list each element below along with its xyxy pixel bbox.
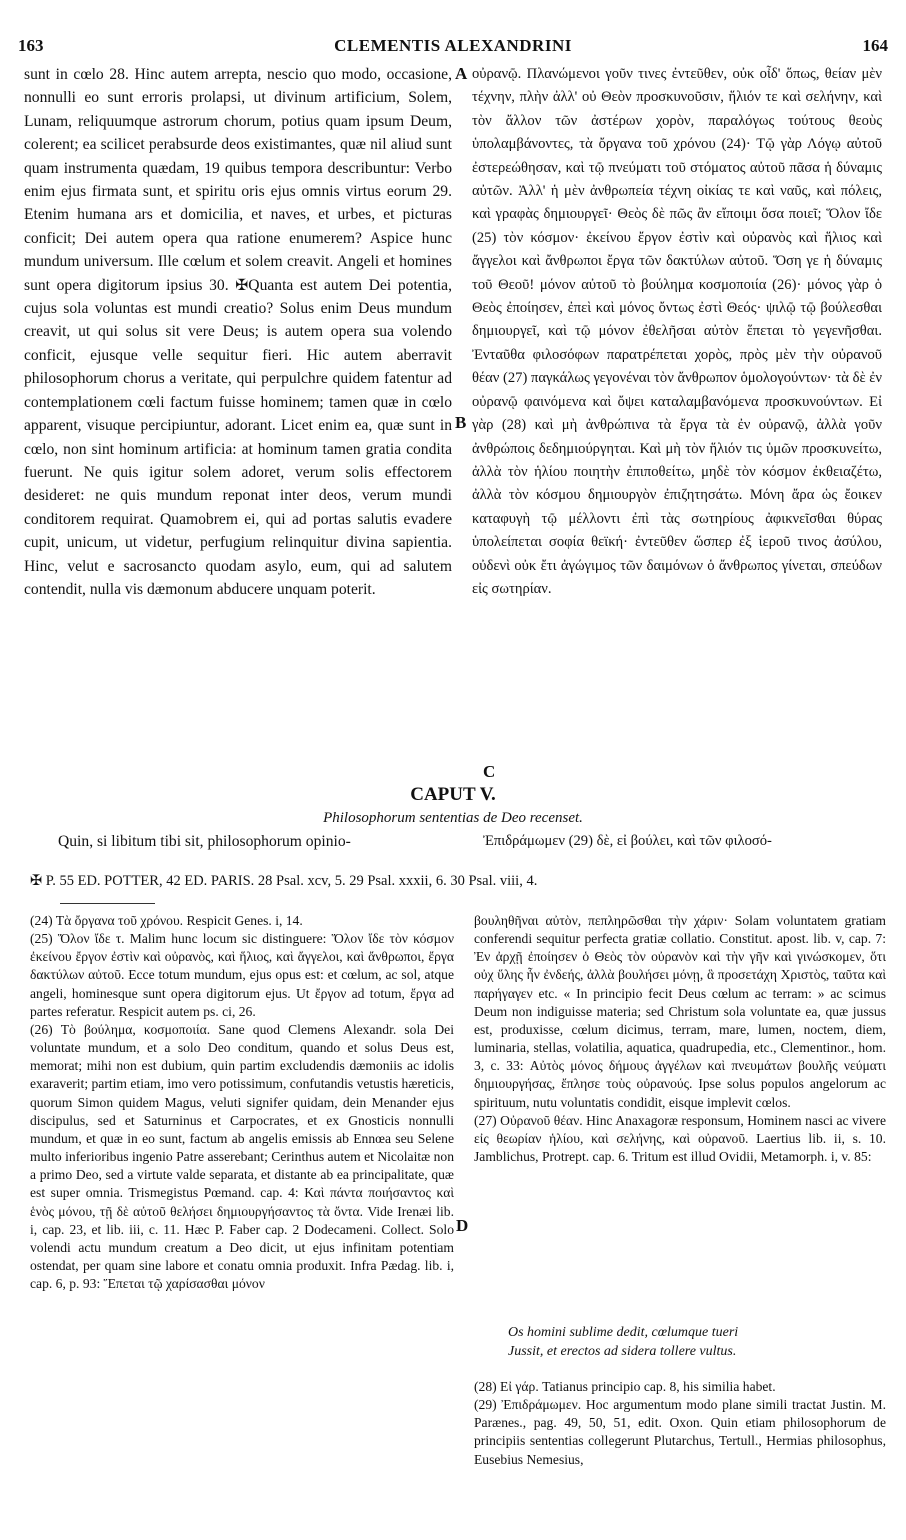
notes-right-column: βουληθῆναι αὐτὸν, πεπληρῶσθαι τὴν χάριν· Solam voluntatem gratiam conferendi sequitur perfecta gratiæ collatio. Constitut. apost. lib. v, cap. 7: Ἐν ἀρχῇ ἐποίησεν ὁ Θεὸς τὸν οὐρανὸν καὶ τὴν γῆν καὶ γινώσκομεν, ὅτι οὐχ ὕλης ἦν ἐνδεής, ἀλλὰ βουλήσει μόνῃ, ἃ προσετάχη Χριστὸς, ταῦτα καὶ παρήγαγεν etc. « In principio fecit Deus cœlum ac terram: » ac scimus Deum non indiguisse materia; sed Christum sola voluntate ea, quæ jussus est, produxisse, cœlum dicimus, terram, mare, lumen, noctem, diem, luminaria, stellas, volatilia, aquatica, quadrupedia, etc., Clementinor., hom. 3, c. 33: Αὐτὸς μόνος δήμους ἀγγέλων καὶ πνευμάτων βουλῆς νεύματι δημιουργήσας, ἔπλησε τοὺς οὐρανούς. Ipse solus populos angelorum ac spirituum, nutu voluntatis condidit, eisque implevit cœlos. (27) Οὐρανοῦ θέαν. Hinc Anaxagoræ responsum, Hominem nasci ac vivere εἰς θεωρίαν ἡλίου, καὶ σελήνης, καὶ οὐρανοῦ. Laertius lib. ii, s. 10. Jamblichus, Protrept. cap. 6. Tritum est illud Ovidii, Metamorph. i, v. 85: [474, 913, 886, 1165]
running-title: CLEMENTIS ALEXANDRINI [334, 36, 572, 55]
notes-right-column-continued: (28) Εἰ γάρ. Tatianus principio cap. 8, his similia habet. (29) Ἐπιδράμωμεν. Hoc argumentum modo plane simili tractat Justin. M. Parænes., pag. 49, 50, 51, edit. Oxon. Quin etiam philosophorum de principiis sententias collegerunt Plutarchus, Tertull., Hermias philosophus, Eusebius Nemesius, [474, 1379, 886, 1467]
ovid-quotation: Os homini sublime dedit, cœlumque tueri Jussit, et erectos ad sidera tollere vultus. [508, 1325, 739, 1359]
running-header [18, 36, 888, 58]
margin-letter-c: C [483, 762, 496, 781]
latin-main-column: sunt in cœlo 28. Hinc autem arrepta, nescio quo modo, occasione, nonnulli eo sunt erroris prolapsi, ut divinum artificium, Solem, Lunam, reliquumque astrorum chorum, potius quam ipsum Deum, colerent; ea scilicet perabsurde deos existimantes, quæ nil aliud sunt quam instrumenta quædam, 19 quibus tempora describuntur: Verbo enim ejus firmata sunt, et spiritu oris ejus omnis virtus eorum 29. Etenim humana ars et domicilia, et naves, et urbes, et picturas conficit; Dei autem opera qua ratione enumerem? Aspice hunc mundum universum. Ille cœlum et solem creavit. Angeli et homines sunt opera digitorum ipsius 30. ✠Quanta est autem Dei potentia, cujus sola voluntas est mundi creatio? Solus enim Deus mundum creavit, ut qui solus sit vere Deus; is autem opera sua volendo conficit, ejusque velle sequitur fieri. Hic autem aberravit philosophorum chorus a veritate, qui perpulchre quidem fatentur ad contemplationem cœli factum fuisse hominem; tamen quæ in cœlo apparent, visuque percipiuntur, adorant. Licet enim ea, quæ sunt in cœlo, non sint hominum artificia: at hominum tamen gratia condita fuerunt. Ne quis igitur solem adoret, verum solis effectorem desideret: ne quis mundum reponat inter deos, verum mundi conditorem requirat. Quamobrem ei, qui ad portas salutis evadere cupit, unicum, ut videtur, perfugium relinquitur divina sapientia. Hinc, velut e sacrosancto quodam asylo, eum, qui ad salutem contendit, nulla vis dæmonum abducere unquam poterit. [24, 66, 452, 598]
left-page-number: 163 [18, 36, 44, 55]
footnote-divider [60, 903, 155, 904]
margin-letter-b: B [455, 413, 467, 432]
greek-continuation-line: Ἐπιδράμωμεν (29) δὲ, εἰ βούλει, καὶ τῶν φιλοσό- [483, 833, 772, 849]
right-page-number: 164 [862, 36, 888, 55]
chapter-title: CAPUT V. [410, 784, 496, 805]
margin-letter-a: A [455, 64, 468, 83]
chapter-subtitle: Philosophorum sententias de Deo recenset. [323, 810, 583, 826]
latin-continuation-line: Quin, si libitum tibi sit, philosophorum opinio- [58, 833, 351, 850]
greek-main-column: οὐρανῷ. Πλανώμενοι γοῦν τινες ἐντεῦθεν, οὐκ οἶδ' ὅπως, θείαν μὲν τέχνην, πλὴν ἀλλ' οὐ Θεὸν προσκυνοῦσιν, ἥλιόν τε καὶ σελήνην, καὶ τὸν ἄλλον τῶν ἀστέρων χορὸν, παραλόγως τούτους θεοὺς ὑπολαμβάνοντες, τὰ ὄργανα τοῦ χρόνου (24)· Τῷ γὰρ Λόγῳ αὐτοῦ ἐστερεώθησαν, καὶ τῷ πνεύματι τοῦ στόματος αὐτοῦ πᾶσα ἡ δύναμις αὐτῶν. Ἀλλ' ἡ μὲν ἀνθρωπεία τέχνη οἰκίας τε καὶ ναῦς, καὶ πόλεις, καὶ γραφὰς δημιουργεῖ· Θεὸς δὲ πῶς ἂν εἴποιμι ὅσα ποιεῖ; Ὅλον ἴδε (25) τὸν κόσμον· ἐκείνου ἔργον ἐστὶν καὶ οὐρανὸς καὶ ἥλιος καὶ ἄγγελοι καὶ ἄνθρωποι ἔργα τῶν δακτύλων αὐτοῦ. Ὅση γε ἡ δύναμις τοῦ Θεοῦ! μόνον αὐτοῦ τὸ βούλημα κοσμοποιία (26)· μόνος γὰρ ὁ Θεὸς ἐποίησεν, ἐπεὶ καὶ μόνος ὄντως ἐστὶ Θεός· ψιλῷ τῷ βούλεσθαι δημιουργεῖ, καὶ τῷ μόνον ἐθελῆσαι αὐτὸν ἕπεται τὸ γεγενῆσθαι. Ἐνταῦθα φιλοσόφων παρατρέπεται χορὸς, πρὸς μὲν τὴν οὐρανοῦ θέαν (27) παγκάλως γεγονέναι τὸν ἄνθρωπον ὁμολογούντων· τὰ δὲ ἐν οὐρανῷ φαινόμενα καὶ ὄψει καταλαμβανόμενα προσκυνούντων. Εἰ γὰρ (28) καὶ μὴ ἀνθρώπινα τὰ ἔργα τὰ ἐν οὐρανῷ, ἀλλὰ γοῦν ἀνθρώποις δεδημιούργηται. Καὶ μὴ τὸν ἥλιόν τις ὑμῶν προσκυνείτω, ἀλλὰ τὸν ἡλίου ποιητὴν ἐπιποθείτω, μηδὲ τὸν κόσμον ἐκθειαζέτω, ἀλλὰ τὸν κόσμου δημιουργὸν ἐπιζητησάτω. Μόνη ἄρα ὡς ἔοικεν καταφυγὴ τῷ μέλλοντι ἐπὶ τὰς σωτηρίους ἀφικνεῖσθαι θύρας ὑπολείπεται σοφία θεϊκή· ἐντεῦθεν ὥσπερ ἐξ ἱεροῦ τινος ἀσύλου, οὐδενὶ οὐκ ἔτι ἀγώγιμος τῶν δαιμόνων ὁ ἄνθρωπος γίνεται, σπεύδων εἰς σωτηρίαν. [472, 66, 882, 597]
margin-letter-d: D [456, 1216, 469, 1235]
footnote-references: ✠ P. 55 ED. POTTER, 42 ED. PARIS. 28 Psal. xcv, 5. 29 Psal. xxxii, 6. 30 Psal. viii, 4. [30, 873, 538, 889]
notes-left-column: (24) Τὰ ὄργανα τοῦ χρόνου. Respicit Genes. i, 14. (25) Ὅλον ἴδε τ. Malim hunc locum sic distinguere: Ὅλον ἴδε τὸν κόσμον ἐκείνου ἔργον ἐστὶν καὶ οὐρανὸς, καὶ ἥλιος, καὶ ἄγγελοι, καὶ ἄνθρωποι, ἔργα δακτύλων αὐτοῦ. Ecce totum mundum, ejus opus est: et cœlum, ac sol, atque angeli, hominesque sunt opera digitorum ejus. Ut ἔργον ad totum, ἔργα ad partes referatur. Respicit autem ps. ci, 26. (26) Τὸ βούλημα, κοσμοποιία. Sane quod Clemens Alexandr. sola Dei voluntate mundum, et a solo Deo conditum, quando et solus Deus est, memorat; mihi non est dubium, quin partim excludendis dæmoniis ac idolis exaraverit; partim etiam, imo vero potissimum, confutandis vetustis hæreticis, quorum Simon quidem Magus, veluti signifer quidam, dein Menander ejus discipulus, sed et Saturninus et Carpocrates, et ex Gnosticis nonnulli mundum, et quæ in eo sunt, factum ab angelis emissis ab Ennœa seu Selene multo inferioribus ingenio Patre asserebant; Cerinthus autem et Nicolaitæ non a primo Deo, sed a virtute valde separata, et distante ab ea principalitate, quæ est super omnia. Trismegistus Pœmand. cap. 4: Καὶ πάντα ποιήσαντος καὶ ἑνὸς μόνου, τῇ δὲ αὐτοῦ θελήσει δημιουργήσαντος τὰ ὄντα. Vide Irenæi lib. i, cap. 23, et lib. iii, c. 11. Hæc P. Faber cap. 2 Dodecameni. Collect. Solo volendi actu mundum creatum a Deo dicit, ut ejus infinitam potentiam ostendat, per quam sine labore et conatu omnia produxit. Infra Pædag. lib. i, cap. 6, p. 93: Ἕπεται τῷ χαρίσασθαι μόνον [30, 913, 454, 1292]
